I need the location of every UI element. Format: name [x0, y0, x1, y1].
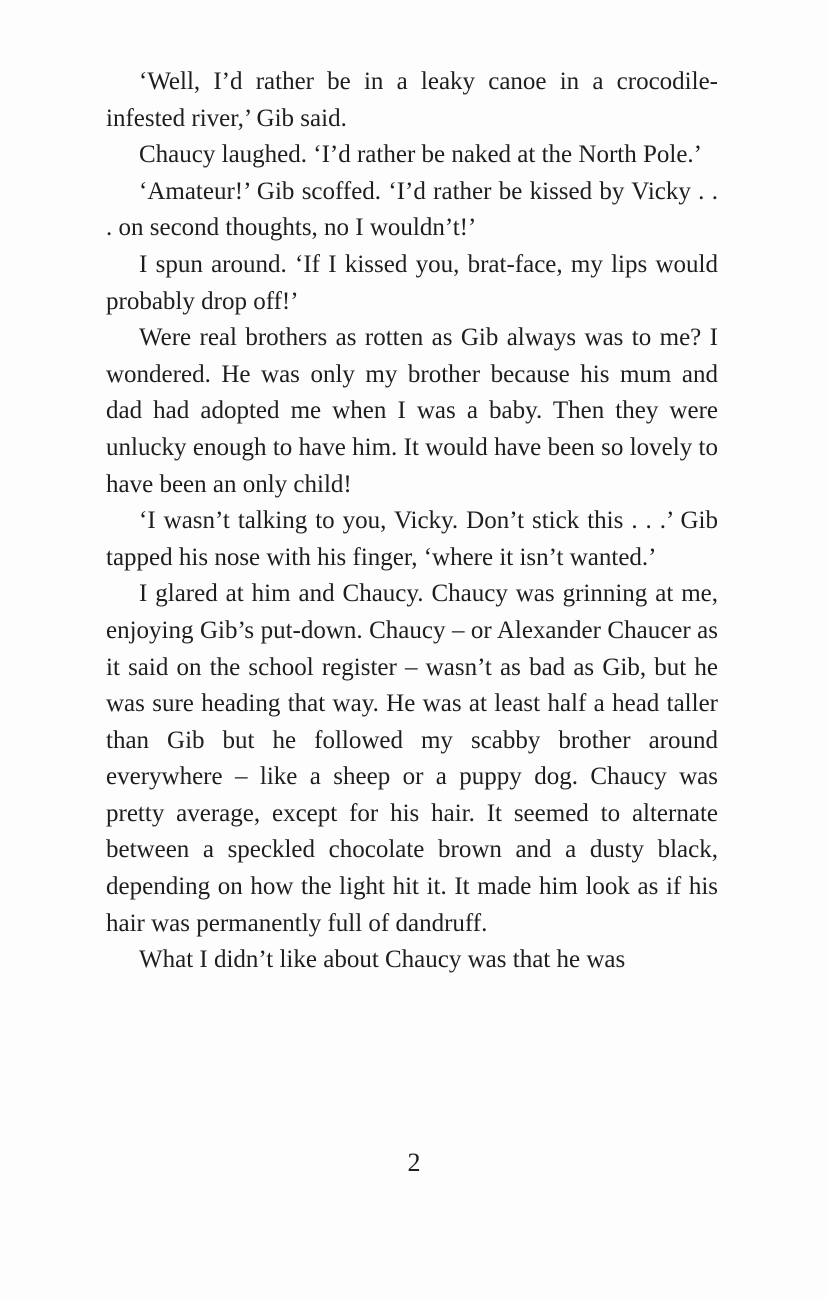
paragraph-8: What I didn’t like about Chaucy was that he was — [139, 946, 626, 974]
page-body-text — [106, 64, 718, 979]
page-number: 2 — [407, 1148, 421, 1177]
paragraph-3: ‘Amateur!’ Gib scoffed. ‘I’d rather be kissed by Vicky . . . on second thoughts, no I wouldn’t!’ — [106, 177, 718, 242]
paragraph-2: Chaucy laughed. ‘I’d rather be naked at the North Pole.’ — [139, 141, 702, 169]
paragraph-6: ‘I wasn’t talking to you, Vicky. Don’t stick this . . .’ Gib tapped his nose with his finger, ‘where it isn’t wanted.’ — [106, 507, 718, 571]
paragraph-5: Were real brothers as rotten as Gib always was to me? I wondered. He was only my brother because his mum and dad had adopted me when I was a baby. Then they were unlucky enough to have him. It would have been so lovely to have been an only child! — [106, 324, 718, 498]
paragraph-7: I glared at him and Chaucy. Chaucy was grinning at me, enjoying Gib’s put-down. Chaucy – or Alexander Chaucer as it said on the school register – wasn’t as bad as Gib, but he was sure heading that way. He was at least half a head taller than Gib but he followed my scabby brother around everywhere – like a sheep or a puppy dog. Chaucy was pretty average, except for his hair. It seemed to alternate between a speckled chocolate brown and a dusty black, depending on how the light hit it. It made him look as if his hair was permanently full of dandruff. — [106, 580, 718, 937]
paragraph-1: ‘Well, I’d rather be in a leaky canoe in a crocodile-infested river,’ Gib said. — [106, 68, 718, 132]
paragraph-4: I spun around. ‘If I kissed you, brat-face, my lips would probably drop off!’ — [106, 250, 718, 315]
